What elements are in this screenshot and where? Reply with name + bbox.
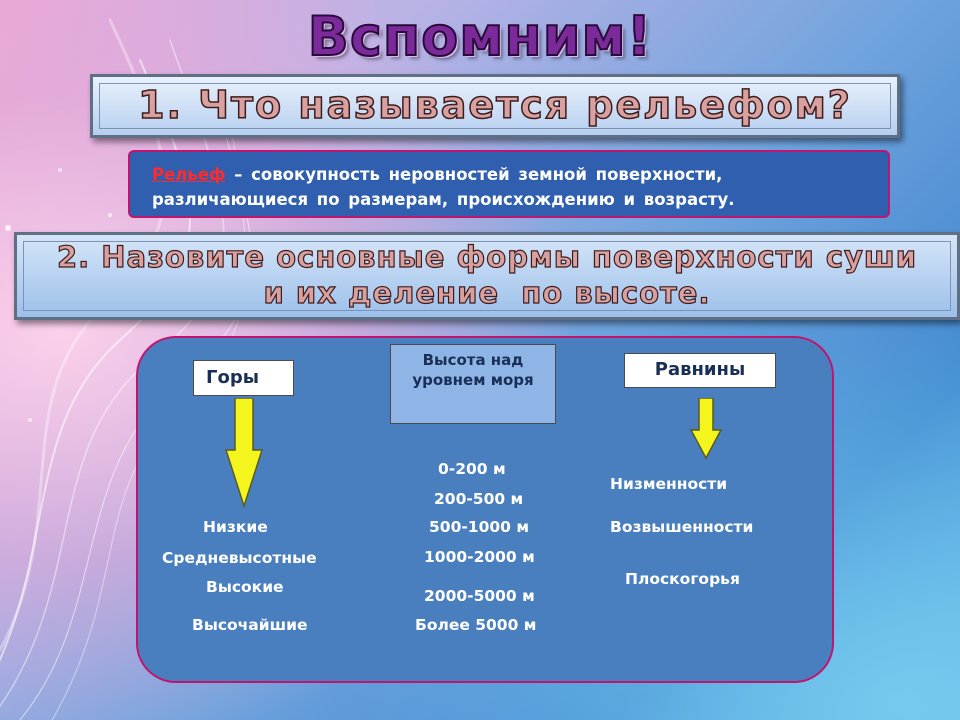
- mountain-type-medium: Средневысотные: [162, 549, 317, 567]
- mountain-type-high: Высокие: [206, 578, 284, 596]
- plains-arrow-icon: [689, 398, 723, 460]
- height-range-4: 1000-2000 м: [424, 548, 535, 566]
- question2-line1: 2. Назовите основные формы поверхности суши: [56, 240, 918, 274]
- mountains-arrow-icon: [224, 398, 264, 508]
- mountains-header: Горы: [193, 360, 294, 396]
- plain-type-lowlands: Низменности: [610, 475, 728, 493]
- question2-text: [27, 239, 947, 311]
- definition-box: [128, 150, 890, 218]
- plain-type-uplands: Возвышенности: [610, 518, 754, 536]
- mountain-type-highest: Высочайшие: [192, 616, 308, 634]
- definition-term: Рельеф: [152, 165, 226, 184]
- question2-line2: и их деление по высоте.: [263, 276, 711, 310]
- height-range-3: 500-1000 м: [429, 518, 529, 536]
- definition-body: – совокупность неровностей земной поверхности, различающиеся по размерам, происхождению и возрасту.: [152, 165, 735, 209]
- height-range-2: 200-500 м: [434, 490, 524, 508]
- height-range-6: Более 5000 м: [415, 616, 537, 634]
- plains-header: Равнины: [624, 353, 776, 388]
- question2-box: [14, 232, 960, 320]
- plain-type-plateaus: Плоскогорья: [625, 570, 740, 588]
- question1-box: [90, 74, 900, 138]
- height-range-1: 0-200 м: [438, 460, 506, 478]
- question1-text: 1. Что называется рельефом?: [138, 83, 852, 127]
- slide-title: Вспомним!: [307, 5, 653, 68]
- height-range-5: 2000-5000 м: [424, 587, 535, 605]
- height-header: Высота над уровнем моря: [390, 344, 556, 424]
- definition-text: [152, 162, 876, 212]
- mountain-type-low: Низкие: [203, 518, 268, 536]
